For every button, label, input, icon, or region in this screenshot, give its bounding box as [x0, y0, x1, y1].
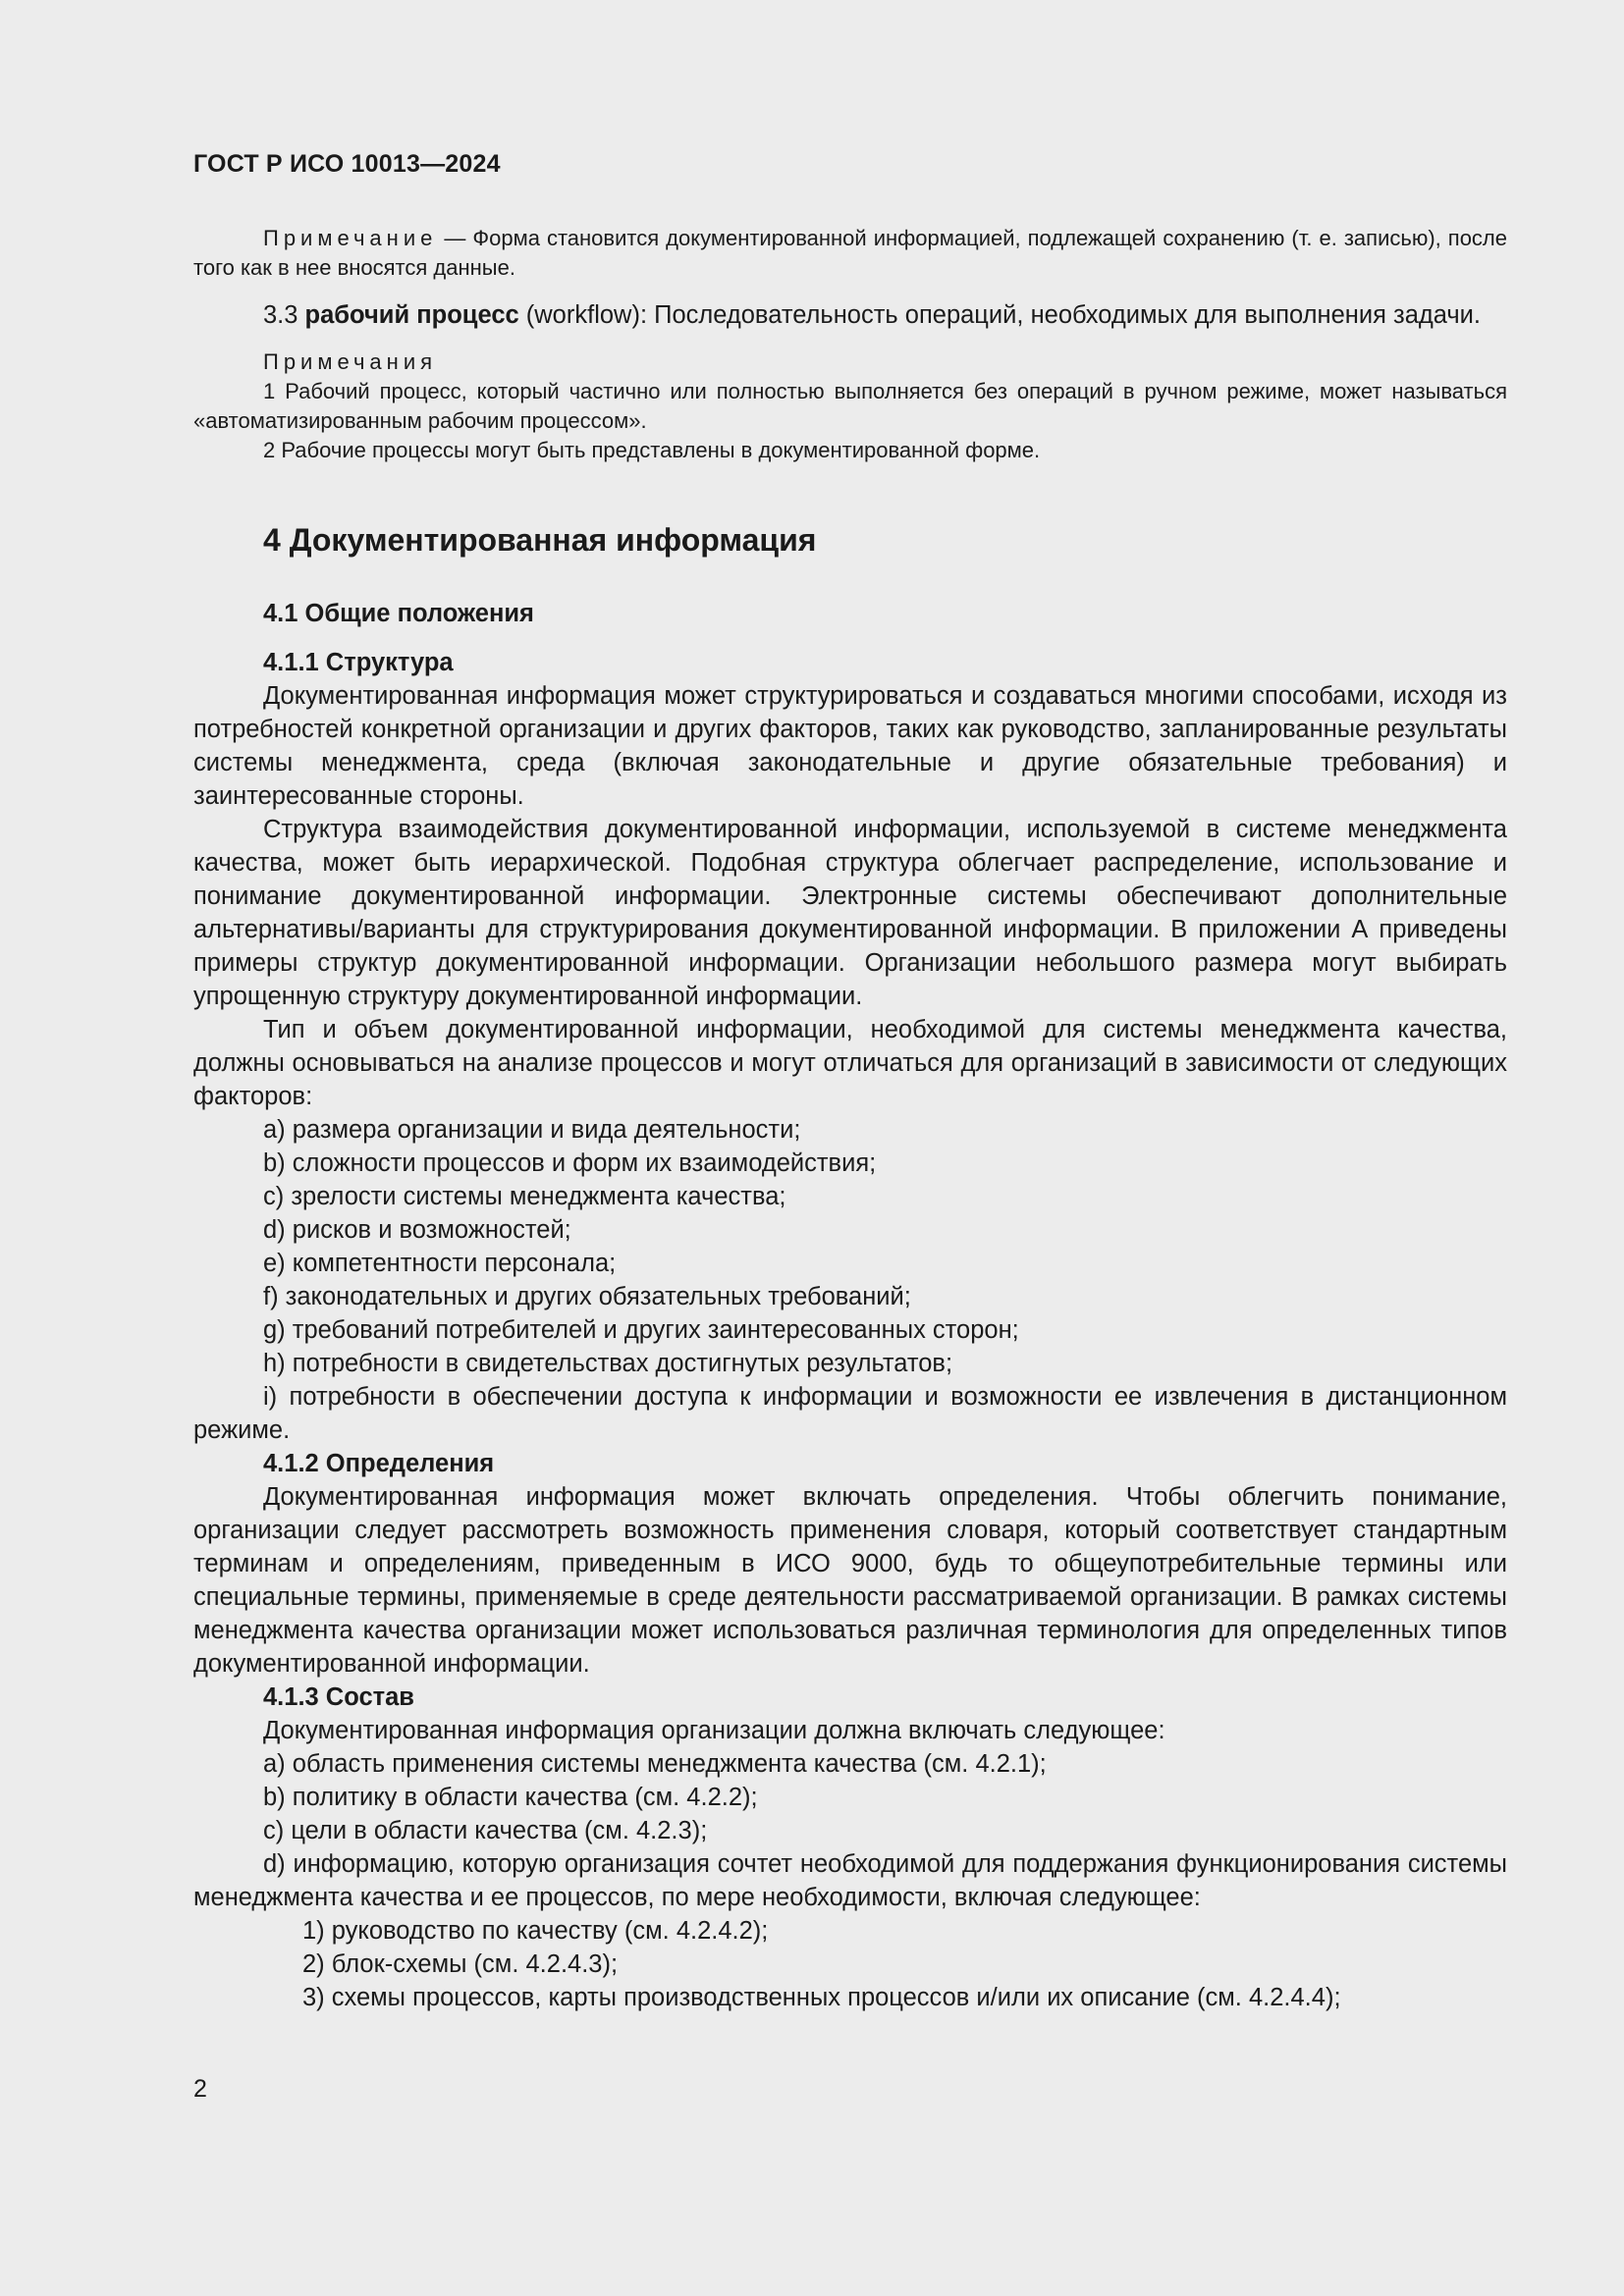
list-item: c) зрелости системы менеджмента качества;: [263, 1183, 786, 1210]
note-label: Примечание: [263, 226, 438, 250]
list-item: h) потребности в свидетельствах достигнутых результатов;: [263, 1350, 953, 1377]
page-number: 2: [193, 2075, 207, 2103]
list-item: g) требований потребителей и других заинтересованных сторон;: [263, 1316, 1019, 1344]
paragraph-4-1-1-2: Структура взаимодействия документированной информации, используемой в системе менеджмента качества, может быть иерархической. Подобная структура облегчает распределение, использование и понимание документированной информации. Электронные системы обеспечивают дополнительные альтернативы/варианты для структурирования документированной информации. В приложении А приведены примеры структур документированной информации. Организации небольшого размера могут выбирать упрощенную структуру документированной информации.: [193, 816, 1507, 1010]
term-3-3: [193, 298, 1507, 332]
paragraph-4-1-1-1: Документированная информация может структурироваться и создаваться многими способами, исходя из потребностей конкретной организации и других факторов, таких как руководство, запланированные результаты системы менеджмента, среда (включая законодательные и другие обязательные требования) и заинтересованные стороны.: [193, 682, 1507, 810]
paragraph-4-1-2-1: Документированная информация может включать определения. Чтобы облегчить понимание, организации следует рассмотреть возможность применения словаря, который соответствует стандартным терминам и определениям, приведенным в ИСО 9000, будь то общеупотребительные термины или специальные термины, применяемые в среде деятельности рассматриваемой организации. В рамках системы менеджмента качества организации может использоваться различная терминология для определенных типов документированной информации.: [193, 1483, 1507, 1678]
sublist-item: 1) руководство по качеству (см. 4.2.4.2);: [302, 1917, 769, 1945]
note-2: 2 Рабочие процессы могут быть представлены в документированной форме.: [263, 438, 1041, 462]
term-definition: (workflow): Последовательность операций, необходимых для выполнения задачи.: [518, 301, 1481, 329]
term-name: рабочий процесс: [304, 301, 519, 329]
section-4-title: 4 Документированная информация: [263, 522, 817, 558]
paragraph-4-1-3-1: Документированная информация организации должна включать следующее:: [263, 1717, 1165, 1744]
term-number: 3.3: [263, 301, 305, 329]
note-form: [193, 224, 1507, 283]
section-4-1-2-title: 4.1.2 Определения: [263, 1450, 495, 1477]
section-4-1-title: 4.1 Общие положения: [263, 600, 534, 627]
list-item: d) информацию, которую организация сочтет необходимой для поддержания функционирования системы менеджмента качества и ее процессов, по мере необходимости, включая следующее:: [193, 1850, 1507, 1911]
list-item: d) рисков и возможностей;: [263, 1216, 571, 1244]
sublist-item: 3) схемы процессов, карты производственных процессов и/или их описание (см. 4.2.4.4);: [302, 1984, 1341, 2011]
list-item: i) потребности в обеспечении доступа к информации и возможности ее извлечения в дистанционном режиме.: [193, 1383, 1507, 1444]
document-header: ГОСТ Р ИСО 10013—2024: [193, 150, 501, 178]
notes-label: Примечания: [263, 349, 438, 374]
list-item: b) политику в области качества (см. 4.2.2);: [263, 1784, 758, 1811]
list-item: b) сложности процессов и форм их взаимодействия;: [263, 1149, 877, 1177]
note-text: — Форма становится документированной информацией, подлежащей сохранению (т. е. записью), после того как в нее вносятся данные.: [193, 226, 1507, 280]
note-1: 1 Рабочий процесс, который частично или полностью выполняется без операций в ручном режиме, может называться «автоматизированным рабочим процессом».: [193, 379, 1507, 433]
section-4-1-1-title: 4.1.1 Структура: [263, 649, 454, 676]
sublist-item: 2) блок-схемы (см. 4.2.4.3);: [302, 1950, 619, 1978]
list-item: f) законодательных и других обязательных требований;: [263, 1283, 911, 1310]
list-item: e) компетентности персонала;: [263, 1250, 617, 1277]
section-4-1-3-title: 4.1.3 Состав: [263, 1683, 414, 1711]
list-item: a) область применения системы менеджмента качества (см. 4.2.1);: [263, 1750, 1047, 1778]
paragraph-4-1-1-3: Тип и объем документированной информации, необходимой для системы менеджмента качества, должны основываться на анализе процессов и могут отличаться для организаций в зависимости от следующих факторов:: [193, 1016, 1507, 1110]
list-item: a) размера организации и вида деятельности;: [263, 1116, 801, 1144]
page-content: [193, 224, 1507, 2014]
list-item: c) цели в области качества (см. 4.2.3);: [263, 1817, 708, 1844]
